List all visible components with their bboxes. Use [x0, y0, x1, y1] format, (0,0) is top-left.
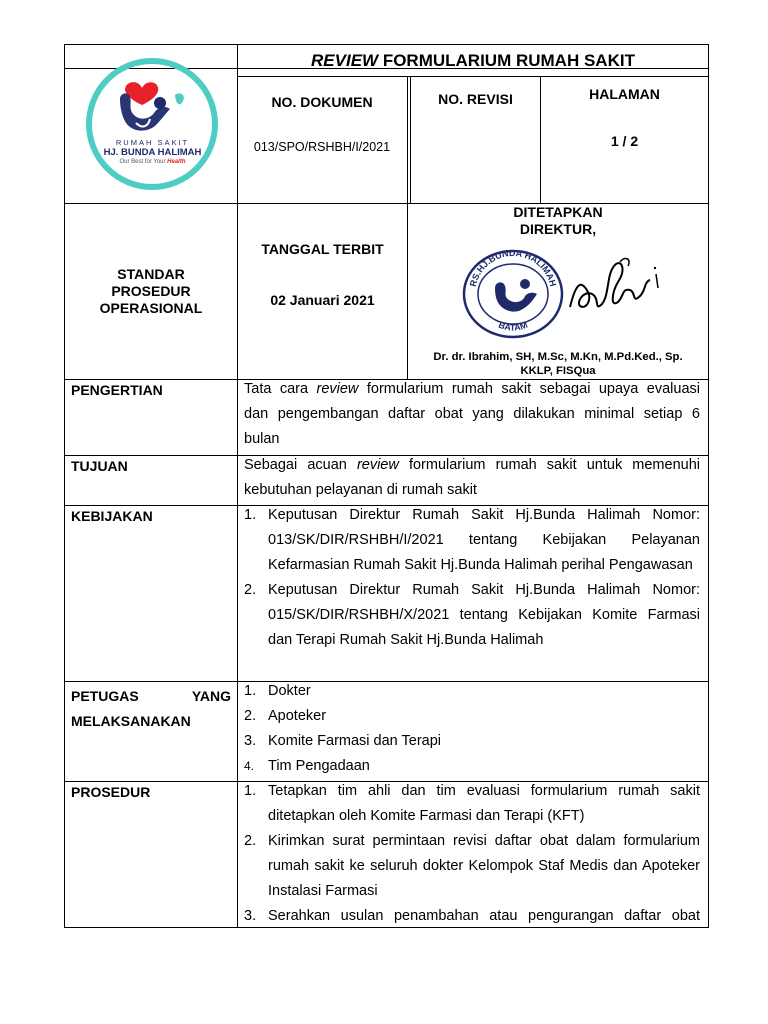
revision-label: NO. REVISI [438, 91, 513, 107]
petugas-item-3: Komite Farmasi dan Terapi [268, 733, 442, 749]
title-row-divider-inner [237, 76, 709, 77]
sop-type [65, 266, 237, 317]
table-border-right [708, 44, 709, 928]
tujuan-line2: kebutuhan pelayanan di rumah sakit [244, 482, 477, 498]
pengertian-line1-after: formularium rumah sakit sebagai upaya evaluasi [358, 381, 700, 397]
tujuan-line1-after: formularium rumah sakit untuk memenuhi [398, 457, 700, 473]
page-value: 1 / 2 [610, 133, 639, 149]
set-by-line2: DIREKTUR, [519, 221, 597, 237]
pengertian-text [244, 377, 700, 452]
logo-tagline [80, 159, 225, 165]
doc-number-label: NO. DOKUMEN [271, 94, 373, 110]
list-item: 2. Keputusan Direktur Rumah Sakit Hj.Bunda Halimah Nomor: 015/SK/DIR/RSHBH/X/2021 tentang Kebijakan Komite Farmasi dan Terapi Rumah Sakit Hj.Bunda Halimah [244, 582, 700, 648]
list-item: 3. Serahkan usulan penambahan atau pengurangan daftar obat [244, 908, 700, 924]
sop-type-line2: PROSEDUR [111, 283, 191, 299]
list-item: 2. Apoteker [244, 708, 327, 724]
issue-date-label: TANGGAL TERBIT [261, 241, 384, 257]
pengertian-line1-italic: review [316, 381, 359, 397]
tujuan-text [244, 453, 700, 503]
list-item: 1. Keputusan Direktur Rumah Sakit Hj.Bunda Halimah Nomor: 013/SK/DIR/RSHBH/I/2021 tentang Kebijakan Pelayanan Kefarmasian Rumah Sakit Hj.Bunda Halimah perihal Pengawasan [244, 507, 700, 573]
director-signature [560, 252, 670, 332]
list-item: 4. Tim Pengadaan [244, 758, 370, 774]
pengertian-label: PENGERTIAN [71, 382, 163, 398]
petugas-item-1: Dokter [268, 683, 311, 699]
document-title [238, 51, 708, 71]
kebijakan-item-1: Keputusan Direktur Rumah Sakit Hj.Bunda Halimah Nomor: 013/SK/DIR/RSHBH/I/2021 tentang Kebijakan Pelayanan Kefarmasian Rumah Sakit Hj.Bunda Halimah perihal Pengawasan [268, 507, 700, 573]
list-item: 1. Dokter [244, 683, 311, 699]
pengertian-line1 [244, 377, 700, 402]
pengertian-line1-before: Tata cara [244, 381, 317, 397]
document-title-italic: REVIEW [311, 51, 379, 70]
prosedur-label: PROSEDUR [71, 784, 151, 800]
petugas-list [244, 679, 700, 779]
director-name-line1: Dr. dr. Ibrahim, SH, M.Sc, M.Kn, M.Pd.Ked., Sp. [433, 351, 683, 363]
list-item: 3. Komite Farmasi dan Terapi [244, 733, 442, 749]
logo-line2: HJ. BUNDA HALIMAH [103, 147, 202, 158]
petugas-label-word2: YANG [191, 688, 231, 704]
list-item: 2. Kirimkan surat permintaan revisi daftar obat dalam formularium rumah sakit ke seluruh dokter Kelompok Staf Medis dan Apoteker Instalasi Farmasi [244, 833, 700, 899]
doc-number-value: 013/SPO/RSHBH/I/2021 [253, 140, 391, 154]
petugas-label-line2: MELAKSANAKAN [71, 713, 191, 729]
logo-tagline-prefix: Our Best for Your [119, 159, 168, 165]
sop-type-line1: STANDAR [117, 266, 185, 282]
tujuan-line1-before: Sebagai acuan [244, 457, 357, 473]
pengertian-line2: dan pengembangan daftar obat yang dilakukan minimal setiap 6 [244, 406, 700, 422]
issue-date-value: 02 Januari 2021 [270, 292, 375, 308]
logo-tagline-health: Health [167, 159, 186, 165]
prosedur-list [244, 779, 700, 929]
set-by-line1: DITETAPKAN [513, 204, 603, 220]
petugas-label-line1 [71, 684, 231, 709]
table-border-left [64, 44, 65, 928]
petugas-label-word1: PETUGAS [71, 688, 139, 704]
stamp-top-text: RS.HJ.BUNDA HALIMAH [467, 248, 559, 288]
hospital-stamp [461, 248, 565, 340]
kebijakan-label: KEBIJAKAN [71, 508, 153, 524]
kebijakan-list [244, 503, 700, 653]
table-border-top [64, 44, 709, 45]
petugas-item-2: Apoteker [268, 708, 327, 724]
tujuan-line1 [244, 453, 700, 478]
director-name-line2: KKLP, FISQua [520, 365, 596, 377]
page-label: HALAMAN [589, 86, 660, 102]
prosedur-item-1: Tetapkan tim ahli dan tim evaluasi formularium rumah sakit ditetapkan oleh Komite Farmasi dan Terapi (KFT) [268, 783, 700, 824]
tujuan-line1-italic: review [356, 457, 399, 473]
director-name [408, 350, 708, 378]
list-item: 1. Tetapkan tim ahli dan tim evaluasi formularium rumah sakit ditetapkan oleh Komite Farmasi dan Terapi (KFT) [244, 783, 700, 824]
petugas-item-4: Tim Pengadaan [268, 758, 370, 774]
stamp-icon [461, 248, 565, 340]
pengertian-line3: bulan [244, 431, 280, 447]
set-by [408, 204, 708, 238]
tujuan-label: TUJUAN [71, 458, 128, 474]
prosedur-item-2: Kirimkan surat permintaan revisi daftar obat dalam formularium rumah sakit ke seluruh dokter Kelompok Staf Medis dan Apoteker Instalasi Farmasi [268, 833, 700, 899]
hospital-logo [80, 57, 225, 192]
column-divider-doc [407, 76, 408, 203]
signature-icon [560, 252, 670, 332]
column-divider-logo [237, 44, 238, 928]
kebijakan-item-2: Keputusan Direktur Rumah Sakit Hj.Bunda Halimah Nomor: 015/SK/DIR/RSHBH/X/2021 tentang Kebijakan Komite Farmasi dan Terapi Rumah Sakit Hj.Bunda Halimah [268, 582, 700, 648]
document-title-rest: FORMULARIUM RUMAH SAKIT [378, 51, 635, 70]
petugas-label [71, 684, 231, 734]
logo-line1: RUMAH SAKIT [115, 138, 190, 147]
logo-ring-icon [80, 57, 225, 192]
svg-text:BATAM [497, 320, 529, 333]
stamp-bottom-text: BATAM [497, 319, 529, 333]
sop-type-line3: OPERASIONAL [99, 300, 203, 316]
prosedur-item-3: Serahkan usulan penambahan atau pengurangan daftar obat [268, 908, 700, 924]
